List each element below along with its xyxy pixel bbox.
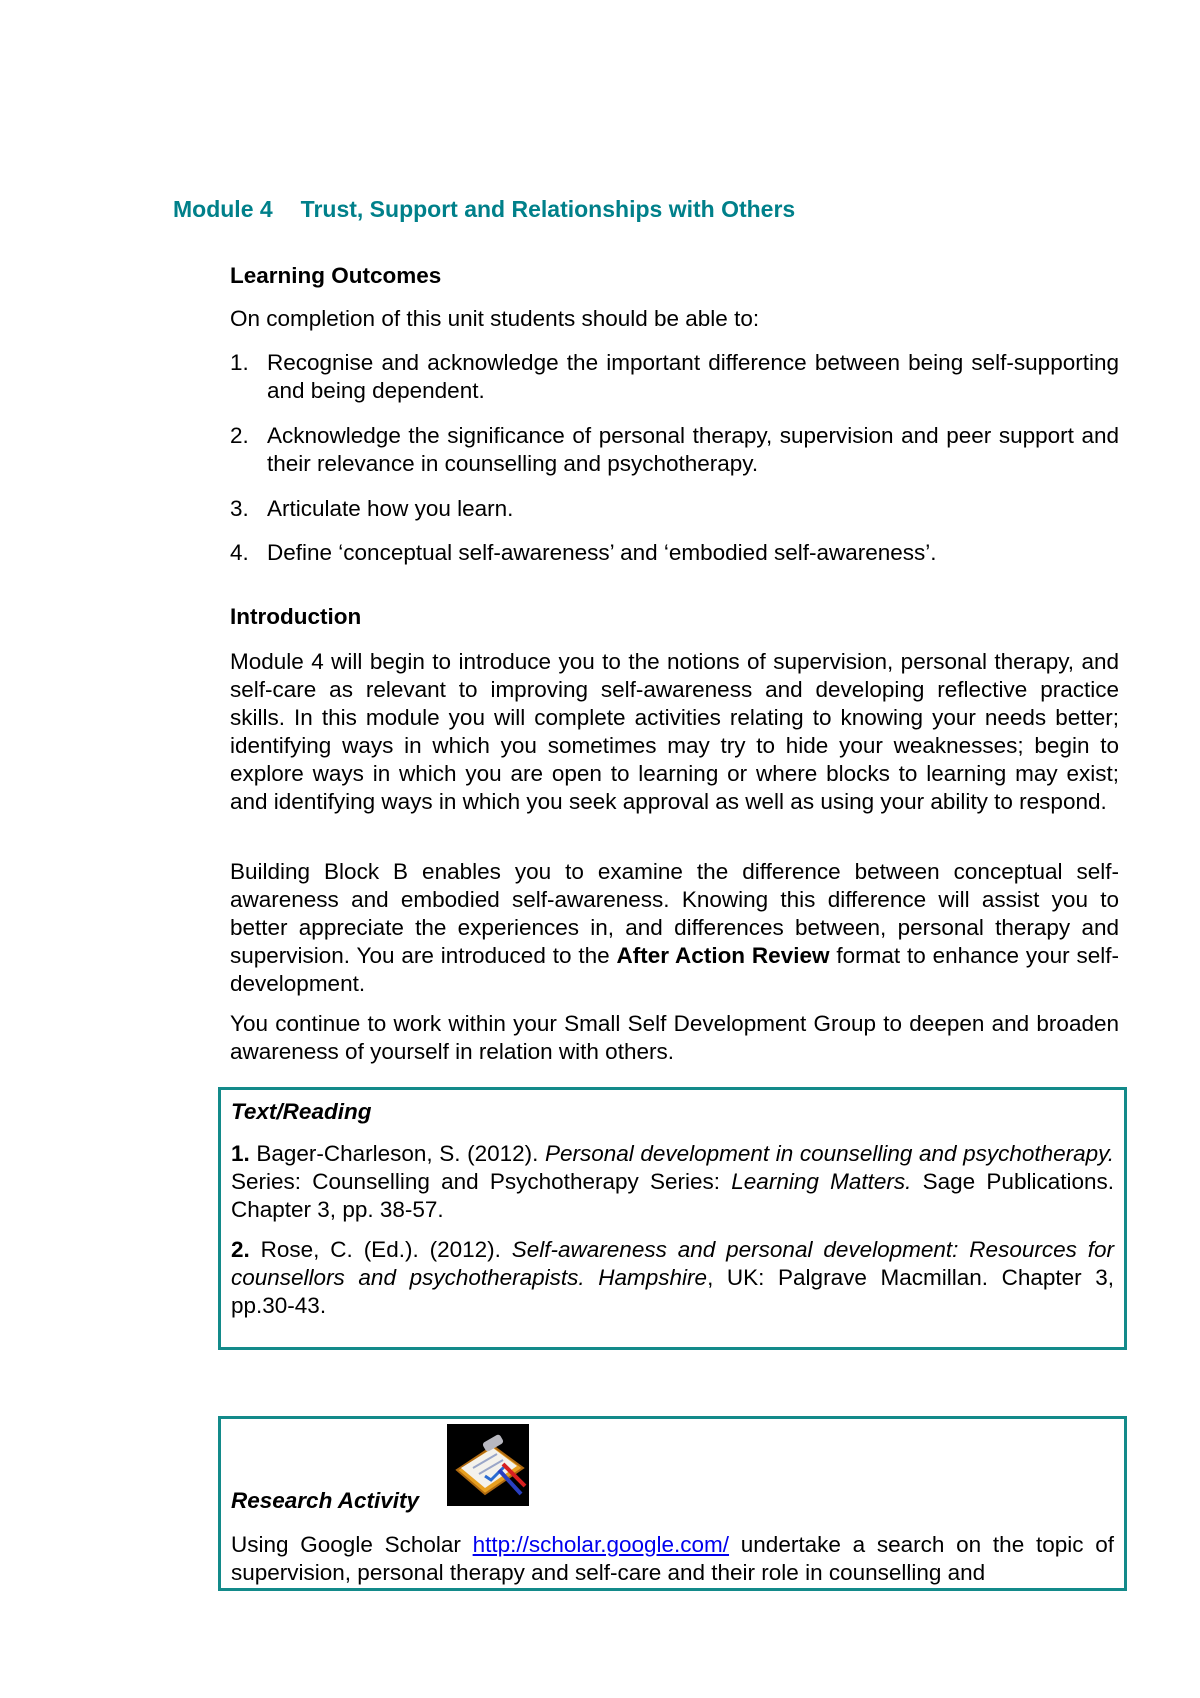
introduction-paragraph: You continue to work within your Small Self Development Group to deepen and broaden awareness of yourself in relation with others. [230,1011,1119,1064]
text-run: Bager-Charleson, S. (2012). [249,1141,545,1166]
reference-item [231,1140,1114,1224]
list-number: 3. [230,496,249,521]
list-number: 1. [230,350,249,375]
list-number: 2. [230,423,249,448]
outcome-list [230,349,1119,405]
reference-title: Self-awareness and personal development: Resources for counsellors and psychotherapists. Hampshire [231,1237,1114,1290]
module-title: Trust, Support and Relationships with Others [300,196,796,222]
after-action-review-term: After Action Review [616,943,830,968]
reading-box [218,1087,1127,1350]
text-run: format to enhance your self-development. [230,943,1119,996]
outcome-list [230,422,1119,478]
learning-outcomes-heading: Learning Outcomes [230,263,442,288]
research-activity-title: Research Activity [231,1488,420,1513]
outcome-list [230,539,1119,567]
learning-outcomes-heading-block [230,262,1119,290]
list-text: Define ‘conceptual self-awareness’ and ‘embodied self-awareness’. [267,540,937,565]
module-heading [173,196,795,223]
reference-series: Learning Matters. [731,1169,912,1194]
learning-outcomes-intro-block [230,305,1119,333]
reading-box-title: Text/Reading [231,1099,372,1124]
list-number: 4. [230,540,249,565]
research-activity-box [218,1416,1127,1591]
text-run: Sage Publications. Chapter 3, pp. 38-57. [231,1169,1115,1222]
text-run: , UK: Palgrave Macmillan. Chapter 3, pp.30-43. [231,1265,1115,1318]
reference-item [231,1236,1114,1320]
reference-number: 1. [231,1141,250,1166]
learning-outcomes-intro: On completion of this unit students should be able to: [230,306,760,331]
text-run: Using Google Scholar [231,1532,473,1557]
introduction-heading: Introduction [230,604,362,629]
research-activity-text [231,1531,1114,1587]
list-item [230,422,1119,478]
google-scholar-link[interactable]: http://scholar.google.com/ [472,1532,730,1557]
module-number: Module 4 [173,196,273,222]
list-item [230,539,1119,567]
introduction-paragraph: Module 4 will begin to introduce you to the notions of supervision, personal therapy, and self-care as relevant to improving self-awareness and developing reflective practice skills. In this module you will complete activities relating to knowing your needs better; identifying ways in which you sometimes may try to hide your weaknesses; begin to explore ways in which you are open to learning or where blocks to learning may exist; and identifying ways in which you seek approval as well as using your ability to respond. [230,649,1119,814]
reference-title: Personal development in counselling and psychotherapy. [544,1141,1114,1166]
list-item [230,349,1119,405]
introduction-p3-block [230,1010,1119,1066]
introduction-paragraph [230,858,1119,998]
list-item [230,495,1119,523]
list-text: Recognise and acknowledge the important difference between being self-supporting and being dependent. [267,350,1119,403]
text-run: Building Block B enables you to examine the difference between conceptual self-awareness and embodied self-awareness. Knowing this difference will assist you to better appreciate the experiences in, and differences between, personal therapy and supervision. You are introduced to the [230,859,1119,968]
clipboard-checklist-icon-graphic [447,1424,529,1506]
introduction-heading-block [230,603,1119,631]
outcome-list [230,495,1119,523]
reference-number: 2. [231,1237,250,1262]
introduction-p2-block [230,858,1119,998]
list-text: Articulate how you learn. [267,496,514,521]
list-text: Acknowledge the significance of personal therapy, supervision and peer support and their relevance in counselling and psychotherapy. [267,423,1119,476]
text-run: undertake a search on the topic of supervision, personal therapy and self-care and their role in counselling and [231,1532,1114,1585]
clipboard-checklist-icon [447,1424,529,1506]
text-run: Series: Counselling and Psychotherapy Series: [231,1169,732,1194]
introduction-p1-block [230,648,1119,816]
text-run: Rose, C. (Ed.). (2012). [249,1237,512,1262]
